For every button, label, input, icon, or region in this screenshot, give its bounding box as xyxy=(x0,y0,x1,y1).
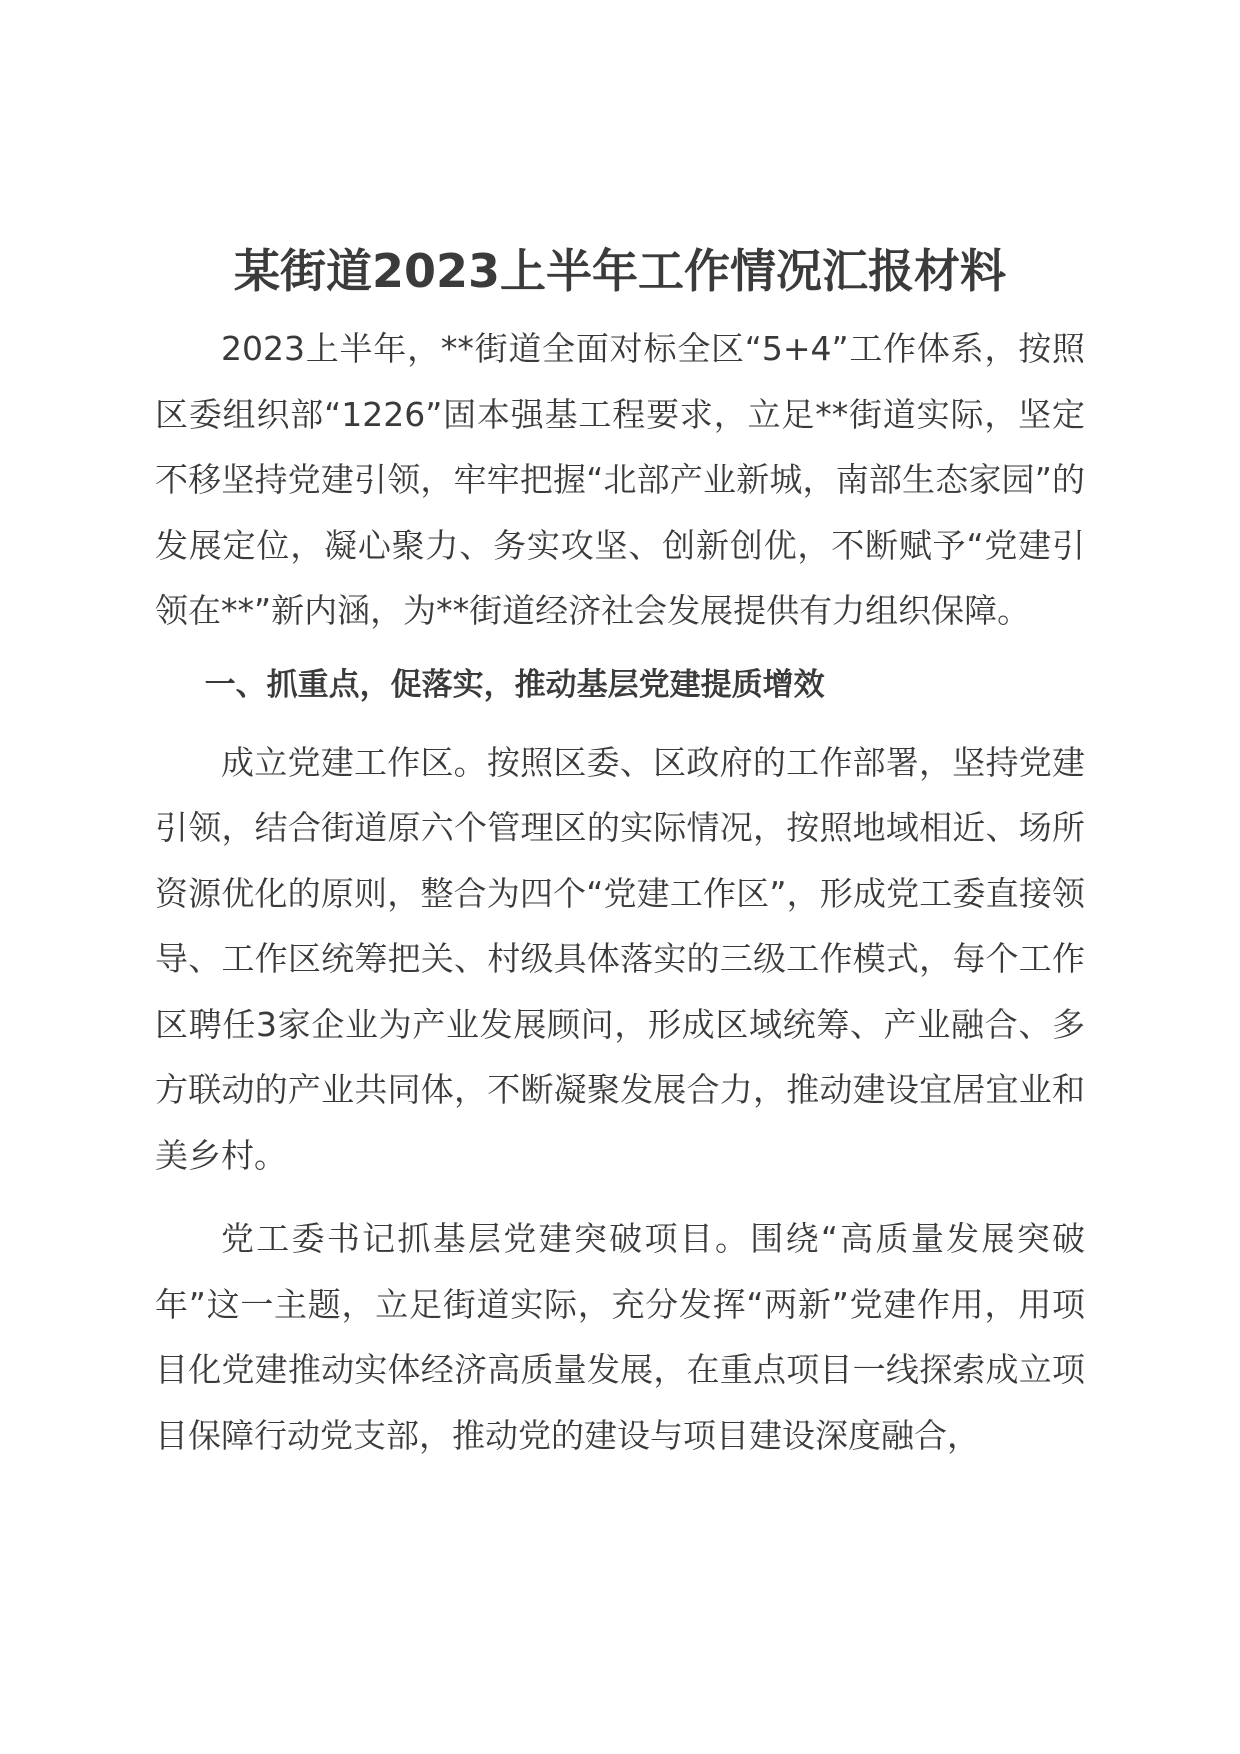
body-paragraph: 成立党建工作区。按照区委、区政府的工作部署，坚持党建引领，结合街道原六个管理区的实际情况，按照地域相近、场所资源优化的原则，整合为四个“党建工作区”，形成党工委直接领导、工作区统筹把关、村级具体落实的三级工作模式，每个工作区聘任3家企业为产业发展顾问，形成区域统筹、产业融合、多方联动的产业共同体，不断凝聚发展合力，推动建设宜居宜业和美乡村。 xyxy=(155,742,1085,1175)
body-paragraph: 党工委书记抓基层党建突破项目。围绕“高质量发展突破年”这一主题，立足街道实际，充分发挥“两新”党建作用，用项目化党建推动实体经济高质量发展，在重点项目一线探索成立项目保障行动党支部，推动党的建设与项目建设深度融合， xyxy=(155,1219,1085,1455)
intro-paragraph: 2023上半年，**街道全面对标全区“5+4”工作体系，按照区委组织部“1226”固本强基工程要求，立足**街道实际，坚定不移坚持党建引领，牢牢把握“北部产业新城，南部生态家园”的发展定位，凝心聚力、务实攻坚、创新创优，不断赋予“党建引领在**”新内涵，为**街道经济社会发展提供有力组织保障。 xyxy=(155,329,1085,630)
section-heading: 一、抓重点，促落实，推动基层党建提质增效 xyxy=(204,666,825,703)
document-title: 某街道2023上半年工作情况汇报材料 xyxy=(233,244,1007,298)
document-body xyxy=(155,238,1085,1486)
